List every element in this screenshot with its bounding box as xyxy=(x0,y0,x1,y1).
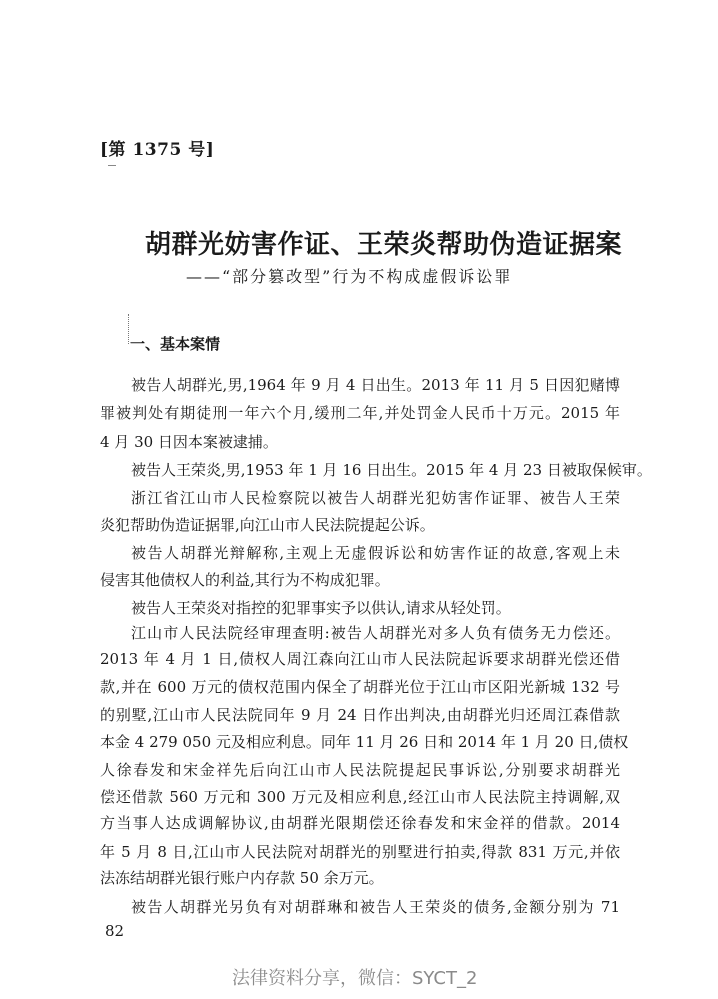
text-line: 4 月 30 日因本案被逮捕。 xyxy=(100,433,278,451)
section-heading: 一、基本案情 xyxy=(130,335,221,353)
margin-tick xyxy=(108,165,116,166)
text-line: 炎犯帮助伪造证据罪,向江山市人民法院提起公诉。 xyxy=(100,516,435,534)
case-number: [第 1375 号] xyxy=(100,140,215,160)
text-line: 浙江省江山市人民检察院以被告人胡群光犯妨害作证罪、被告人王荣 xyxy=(131,489,620,507)
text-line: 本金 4 279 050 元及相应利息。同年 11 月 26 日和 2014 年 1 月 20 日,债权 xyxy=(100,733,629,751)
text-line: 款,并在 600 万元的债权范围内保全了胡群光位于江山市区阳光新城 132 号 xyxy=(100,678,620,696)
text-line: 年 5 月 8 日,江山市人民法院对胡群光的别墅进行拍卖,得款 831 万元,并依 xyxy=(100,843,620,861)
text-line: 被告人王荣炎,男,1953 年 1 月 16 日出生。2015 年 4 月 23 日被取保候审。 xyxy=(131,461,652,479)
text-line: 偿还借款 560 万元和 300 万元及相应利息,经江山市人民法院主持调解,双 xyxy=(100,788,620,806)
text-line: 2013 年 4 月 1 日,债权人周江森向江山市人民法院起诉要求胡群光偿还借 xyxy=(100,650,620,668)
text-line: 方当事人达成调解协议,由胡群光限期偿还徐春发和宋金祥的借款。2014 xyxy=(100,814,620,832)
text-line: 的别墅,江山市人民法院同年 9 月 24 日作出判决,由胡群光归还周江森借款 xyxy=(100,706,620,724)
text-line: 江山市人民法院经审理查明:被告人胡群光对多人负有债务无力偿还。 xyxy=(131,624,620,642)
watermark: 法律资料分享，微信：SYCT_2 xyxy=(232,968,478,989)
text-line: 被告人王荣炎对指控的犯罪事实予以供认,请求从轻处罚。 xyxy=(131,599,511,617)
document-subtitle: ——“部分篡改型”行为不构成虚假诉讼罪 xyxy=(186,267,513,286)
document-title: 胡群光妨害作证、王荣炎帮助伪造证据案 xyxy=(145,230,623,260)
text-line: 人徐春发和宋金祥先后向江山市人民法院提起民事诉讼,分别要求胡群光 xyxy=(100,761,620,779)
text-line: 罪被判处有期徒刑一年六个月,缓刑二年,并处罚金人民币十万元。2015 年 xyxy=(100,404,620,422)
text-line: 被告人胡群光辩解称,主观上无虚假诉讼和妨害作证的故意,客观上未 xyxy=(131,544,620,562)
text-line: 法冻结胡群光银行账户内存款 50 余万元。 xyxy=(100,869,384,887)
text-line: 侵害其他债权人的利益,其行为不构成犯罪。 xyxy=(100,571,390,589)
page-number: 82 xyxy=(105,922,125,940)
text-line: 被告人胡群光,男,1964 年 9 月 4 日出生。2013 年 11 月 5 日因犯赌博 xyxy=(131,376,620,394)
text-line: 被告人胡群光另负有对胡群琳和被告人王荣炎的债务,金额分别为 71 xyxy=(131,898,620,916)
